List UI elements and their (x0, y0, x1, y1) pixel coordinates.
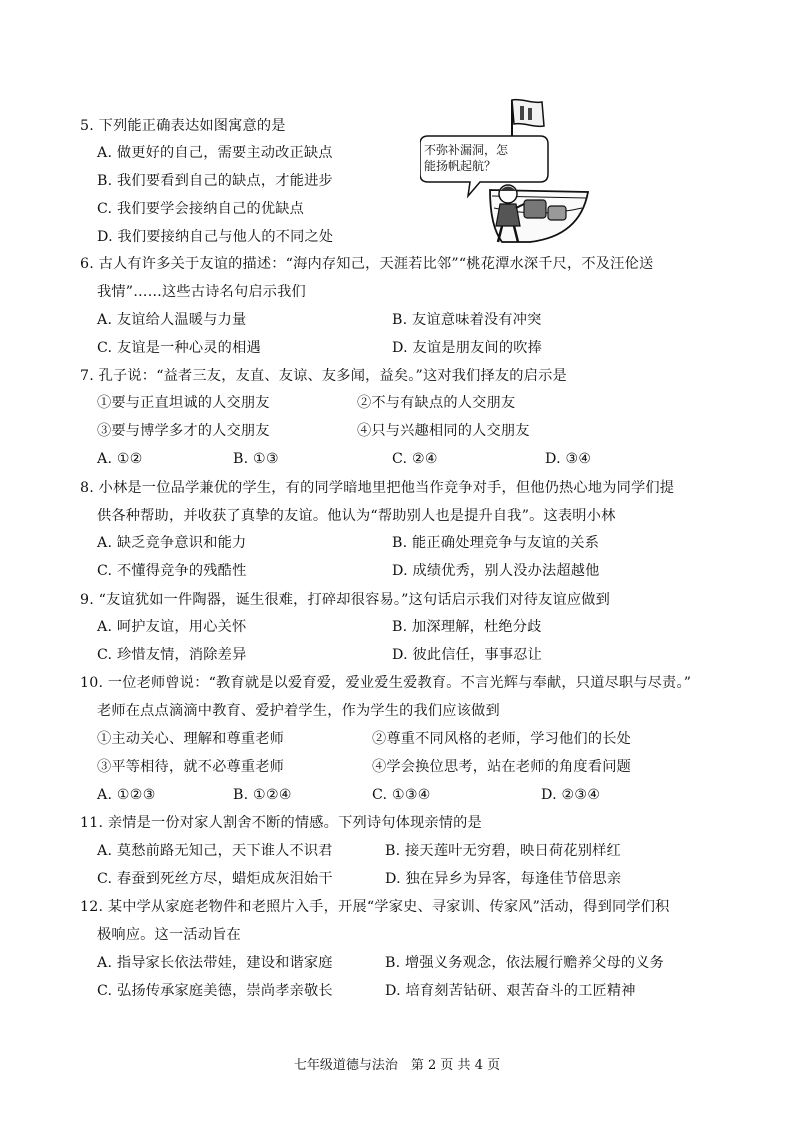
q7-option-c: C. ②④ (392, 451, 438, 467)
speech-line-2: 能扬帆起航？ (424, 159, 497, 173)
q6-option-d: D. 友谊是朋友间的吹捧 (392, 340, 542, 356)
q10-item-4: ④学会换位思考，站在老师的角度看问题 (372, 759, 631, 775)
q7-stem: 7. 孔子说：“益者三友，友直、友谅、友多闻，益矣。”这对我们择友的启示是 (80, 368, 567, 384)
q8-option-b: B. 能正确处理竞争与友谊的关系 (392, 535, 600, 551)
cartoon-illustration (420, 96, 590, 246)
q6-stem-line-2: 我情”……这些古诗名句启示我们 (97, 284, 306, 300)
q7-item-1: ①要与正直坦诚的人交朋友 (97, 395, 270, 411)
q8-option-c: C. 不懂得竞争的残酷性 (97, 563, 247, 579)
q9-option-c: C. 珍惜友情，消除差异 (97, 647, 247, 663)
q5-option-c: C. 我们要学会接纳自己的优缺点 (97, 201, 305, 217)
q5-option-a: A. 做更好的自己，需要主动改正缺点 (97, 145, 333, 161)
q7-item-3: ③要与博学多才的人交朋友 (97, 423, 270, 439)
q9-stem: 9. “友谊犹如一件陶器，诞生很难，打碎却很容易。”这句话启示我们对待友谊应做到 (80, 592, 611, 608)
q10-item-2: ②尊重不同风格的老师，学习他们的长处 (372, 731, 631, 747)
q10-option-c: C. ①③④ (372, 787, 431, 803)
q5-option-b: B. 我们要看到自己的缺点，才能进步 (97, 173, 333, 189)
q11-option-c: C. 春蚕到死丝方尽，蜡炬成灰泪始干 (97, 871, 333, 887)
q12-option-a: A. 指导家长依法带娃，建设和谐家庭 (97, 955, 333, 971)
q7-item-2: ②不与有缺点的人交朋友 (357, 395, 516, 411)
q5-option-d: D. 我们要接纳自己与他人的不同之处 (97, 229, 334, 245)
q9-option-d: D. 彼此信任，事事忍让 (392, 647, 542, 663)
page-footer: 七年级道德与法治 第 2 页 共 4 页 (293, 1058, 501, 1073)
q7-item-4: ④只与兴趣相同的人交朋友 (357, 423, 530, 439)
q10-item-1: ①主动关心、理解和尊重老师 (97, 731, 285, 747)
q10-option-b: B. ①②④ (233, 787, 292, 803)
q12-option-d: D. 培育刻苦钻研、艰苦奋斗的工匠精神 (385, 983, 636, 999)
q10-option-d: D. ②③④ (541, 787, 601, 803)
q10-stem-line-2: 老师在点点滴滴中教育、爱护着学生，作为学生的我们应该做到 (97, 703, 500, 719)
q12-stem-line-1: 12. 某中学从家庭老物件和老照片入手，开展“学家史、寻家训、传家风”活动，得到同学们积 (80, 899, 670, 915)
q11-option-a: A. 莫愁前路无知己，天下谁人不识君 (97, 843, 333, 859)
q11-stem: 11. 亲情是一份对家人割舍不断的情感。下列诗句体现亲情的是 (80, 815, 482, 831)
q5-stem: 5. 下列能正确表达如图寓意的是 (80, 118, 286, 134)
q12-option-b: B. 增强义务观念，依法履行赡养父母的义务 (385, 955, 665, 971)
q9-option-b: B. 加深理解，杜绝分歧 (392, 619, 542, 635)
q8-option-d: D. 成绩优秀，别人没办法超越他 (392, 563, 600, 579)
q7-option-b: B. ①③ (233, 451, 279, 467)
q8-option-a: A. 缺乏竞争意识和能力 (97, 535, 247, 551)
q10-option-a: A. ①②③ (97, 787, 156, 803)
speech-line-1: 不弥补漏洞，怎 (424, 143, 509, 157)
q7-option-a: A. ①② (97, 451, 143, 467)
q8-stem-line-2: 供各种帮助，并收获了真挚的友谊。他认为“帮助别人也是提升自我”。这表明小林 (97, 508, 616, 524)
q11-option-d: D. 独在异乡为异客，每逢佳节倍思亲 (385, 871, 622, 887)
q12-option-c: C. 弘扬传承家庭美德，崇尚孝亲敬长 (97, 983, 333, 999)
q6-option-c: C. 友谊是一种心灵的相遇 (97, 340, 261, 356)
q9-option-a: A. 呵护友谊，用心关怀 (97, 619, 247, 635)
q12-stem-line-2: 极响应。这一活动旨在 (97, 927, 241, 943)
q10-item-3: ③平等相待，就不必尊重老师 (97, 759, 285, 775)
q6-stem-line-1: 6. 古人有许多关于友谊的描述：“海内存知己，天涯若比邻”“桃花潭水深千尺，不及汪伦送 (80, 256, 654, 272)
q10-stem-line-1: 10. 一位老师曾说：“教育就是以爱育爱，爱业爱生爱教育。不言光辉与奉献，只道尽职与尽责。” (80, 675, 692, 691)
q8-stem-line-1: 8. 小林是一位品学兼优的学生，有的同学暗地里把他当作竞争对手，但他仍热心地为同学们提 (80, 480, 675, 496)
q7-option-d: D. ③④ (545, 451, 592, 467)
q6-option-b: B. 友谊意味着没有冲突 (392, 312, 542, 328)
q6-option-a: A. 友谊给人温暖与力量 (97, 312, 247, 328)
q11-option-b: B. 接天莲叶无穷碧，映日荷花别样红 (385, 843, 621, 859)
